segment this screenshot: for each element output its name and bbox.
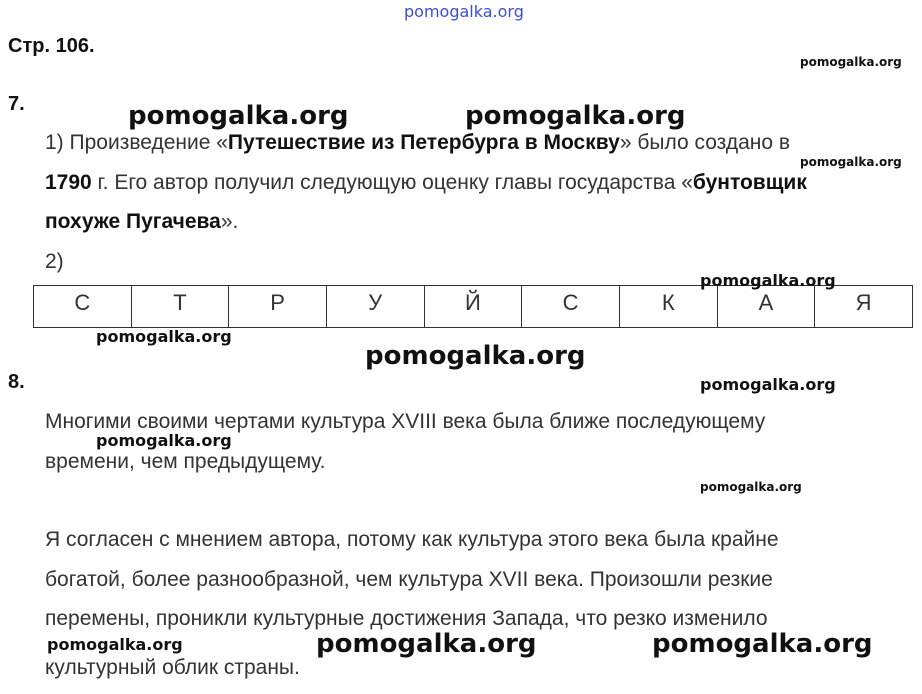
year: 1790 xyxy=(45,171,92,194)
watermark: pomogalka.org xyxy=(96,327,232,346)
task7-line3 xyxy=(45,210,238,234)
watermark: pomogalka.org xyxy=(652,629,873,659)
letter-cell: С xyxy=(522,286,620,328)
letter-cell: Р xyxy=(229,286,327,328)
task7-line3-suffix: ». xyxy=(220,210,239,233)
task8-number: 8. xyxy=(8,371,25,393)
letter-cell: К xyxy=(619,286,717,328)
watermark: pomogalka.org xyxy=(700,375,836,394)
task7-line1-suffix: » было создано в xyxy=(619,131,791,154)
page-heading: Стр. 106. xyxy=(8,35,95,57)
task7-line2 xyxy=(45,171,807,195)
letter-cell: Й xyxy=(424,286,522,328)
watermark: pomogalka.org xyxy=(700,480,802,494)
watermark: pomogalka.org xyxy=(365,341,586,371)
letter-cell: С xyxy=(34,286,132,328)
task7-part2-label: 2) xyxy=(45,250,64,273)
watermark: pomogalka.org xyxy=(316,629,537,659)
quote-part2: похуже Пугачева xyxy=(45,210,221,233)
letters-table xyxy=(33,285,913,328)
task7-line2-text: г. Его автор получил следующую оценку главы государства « xyxy=(91,171,693,194)
task8-answer-line-1: Я согласен с мнением автора, потому как культура этого века была крайне xyxy=(45,528,779,551)
letter-cell: У xyxy=(326,286,424,328)
letter-cell: А xyxy=(717,286,815,328)
watermark: pomogalka.org xyxy=(47,635,183,654)
watermark: pomogalka.org xyxy=(800,155,902,169)
work-title: Путешествие из Петербурга в Москву xyxy=(227,131,620,154)
task8-quote-line-2: времени, чем предыдущему. xyxy=(45,450,326,473)
watermark: pomogalka.org xyxy=(700,271,836,290)
watermark-top: pomogalka.org xyxy=(404,2,524,21)
letter-cell: Т xyxy=(131,286,229,328)
watermark: pomogalka.org xyxy=(96,431,232,450)
task8-answer-line-3: перемены, проникли культурные достижения Запада, что резко изменило xyxy=(45,607,768,630)
watermark: pomogalka.org xyxy=(465,101,686,131)
watermark: pomogalka.org xyxy=(800,55,902,69)
letter-cell: Я xyxy=(815,286,913,328)
letters-row xyxy=(34,286,913,328)
task7-line1 xyxy=(45,131,790,155)
watermark: pomogalka.org xyxy=(128,101,349,131)
task8-answer-line-4: культурный облик страны. xyxy=(45,656,300,679)
task7-number: 7. xyxy=(8,93,25,115)
task7-line1-prefix: 1) Произведение « xyxy=(45,131,228,154)
task8-answer-line-2: богатой, более разнообразной, чем культура XVII века. Произошли резкие xyxy=(45,568,773,591)
quote-part1: бунтовщик xyxy=(692,171,807,194)
task8-quote-line-1: Многими своими чертами культура XVIII века была ближе последующему xyxy=(45,410,766,433)
